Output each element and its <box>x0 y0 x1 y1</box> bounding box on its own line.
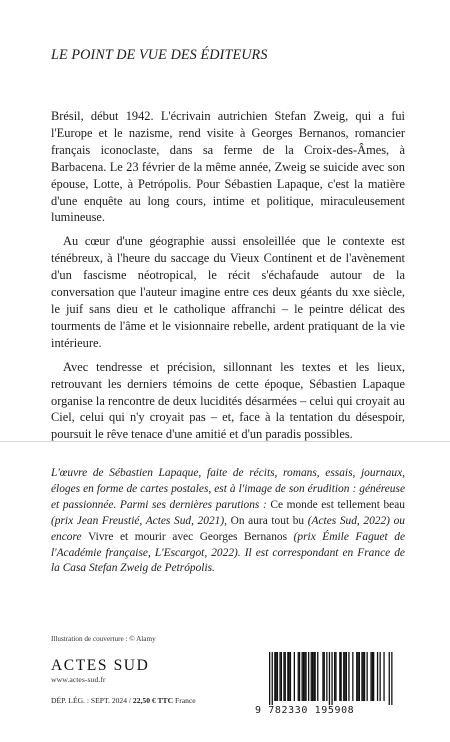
book-title: On aura tout bu <box>230 514 305 527</box>
barcode-bar <box>370 652 371 701</box>
author-bio <box>51 466 405 577</box>
barcode-bar <box>308 652 309 701</box>
barcode-bar <box>367 652 368 701</box>
barcode-bar <box>357 652 358 701</box>
cover-credit: Illustration de couverture : © Alamy <box>51 635 156 643</box>
barcode-bar <box>272 652 273 706</box>
barcode-bar <box>344 652 345 701</box>
barcode-bar <box>322 652 323 701</box>
barcode-bar <box>343 652 344 701</box>
legal-deposit: DÉP. LÉG. : SEPT. 2024 / <box>51 696 133 705</box>
blurb-paragraph: Au cœur d'une géographie aussi ensoleillée que le contexte est ténébreux, à l'heure du saccage du Vieux Continent et de l'avènement d'un fascisme néotropical, le récit s'échafaude autour de la conversation que l'auteur imagine entre ces deux géants du xxe siècle, le juif sans dieu et le catholique affranchi – le peintre délicat des tourments de l'âme et le visionnaire rebelle, ardent pratiquant de la vie intérieure. <box>51 234 405 350</box>
legal-line <box>51 696 196 705</box>
barcode-bar <box>380 652 381 701</box>
isbn-barcode <box>255 652 405 718</box>
barcode-bar <box>298 652 299 701</box>
barcode-bar <box>269 652 270 706</box>
barcode-bar <box>299 652 300 701</box>
barcode-bar <box>364 652 365 701</box>
barcode-bar <box>334 652 335 701</box>
bio-text: L'œuvre de Sébastien Lapaque, faite de récits, romans, essais, journaux, éloges en forme de cartes postales, est à l'image de son érudition : généreuse et passionnée. Parmi ses dernières parutions : <box>51 467 405 511</box>
barcode-bar <box>339 652 340 701</box>
barcode-bar <box>341 652 342 701</box>
bio-text: (Actes Sud, 2022) ou encore <box>51 514 405 543</box>
price: 22,50 € TTC <box>132 696 174 705</box>
blurb-paragraph: Avec tendresse et précision, sillonnant les textes et les lieux, retrouvant les derniers témoins de cette époque, Sébastien Lapaque organise la rencontre de deux lucidités désarmées – celui qui croyait au Ciel, celui qui n'y croyait pas – et, face à la tentation du désespoir, poursuit le rêve tenace d'une amitié et d'un paradis possibles. <box>51 359 405 442</box>
barcode-bar <box>335 652 336 701</box>
barcode-bar <box>283 652 284 701</box>
barcode-bar <box>377 652 378 701</box>
barcode-bar <box>348 652 349 701</box>
barcode-bar <box>359 652 360 701</box>
barcode-bar <box>274 652 275 701</box>
barcode-bar <box>311 652 312 701</box>
barcode-bar <box>383 652 384 701</box>
barcode-bar <box>313 652 314 701</box>
barcode-bar <box>389 652 390 706</box>
barcode-bars <box>255 652 405 706</box>
barcode-bar <box>289 652 290 701</box>
barcode-bar <box>391 652 392 706</box>
barcode-bar <box>326 652 327 701</box>
barcode-bar <box>329 652 330 706</box>
section-heading: LE POINT DE VUE DES ÉDITEURS <box>51 47 268 63</box>
barcode-bar <box>331 652 332 706</box>
barcode-bar <box>324 652 325 701</box>
editor-blurb <box>51 108 405 443</box>
price-country: France <box>173 696 196 705</box>
book-title: Vivre et mourir avec Georges Bernanos <box>88 530 288 543</box>
bio-text: (prix Jean Freustié, Actes Sud, 2021), <box>51 514 231 527</box>
barcode-bar <box>276 652 277 701</box>
barcode-bar <box>281 652 282 701</box>
barcode-bar <box>302 652 303 701</box>
publisher-url: www.actes-sud.fr <box>51 675 106 684</box>
barcode-bar <box>287 652 288 701</box>
barcode-bar <box>352 652 353 701</box>
barcode-bar <box>312 652 313 701</box>
barcode-digits: 9 782330 195908 <box>255 705 405 716</box>
barcode-bar <box>356 652 357 701</box>
barcode-bar <box>373 652 374 701</box>
barcode-bar <box>317 652 318 701</box>
blurb-paragraph: Brésil, début 1942. L'écrivain autrichien Stefan Zweig, qui a fui l'Europe et le nazisme, rend visite à Georges Bernanos, romancier français iconoclaste, dans sa ferme de la Croix-des-Âmes, à Barbacena. Le 23 février de la même année, Zweig se suicide avec son épouse, Lotte, à Petrópolis. Pour Sébastien Lapaque, c'est la matière d'une enquête au long cours, intime et politique, miraculeusement lumineuse. <box>51 109 405 225</box>
book-title: Ce monde est tellement beau <box>270 498 405 511</box>
bio-text: (prix Émile Faguet de l'Académie française, L'Escargot, 2022). Il est correspondant en France de la Casa Stefan Zweig de Petrópolis. <box>51 530 406 575</box>
divider <box>0 441 450 442</box>
barcode-bar <box>290 652 291 701</box>
barcode-bar <box>277 652 278 701</box>
barcode-bar <box>305 652 306 701</box>
barcode-bar <box>285 652 286 701</box>
barcode-bar <box>279 652 280 701</box>
barcode-bar <box>346 652 347 701</box>
barcode-bar <box>315 652 316 701</box>
barcode-bar <box>361 652 362 701</box>
barcode-bar <box>303 652 304 701</box>
publisher-logo: ACTES SUD <box>51 657 150 674</box>
barcode-bar <box>363 652 364 701</box>
barcode-bar <box>304 652 305 701</box>
barcode-bar <box>372 652 373 701</box>
barcode-bar <box>294 652 295 701</box>
